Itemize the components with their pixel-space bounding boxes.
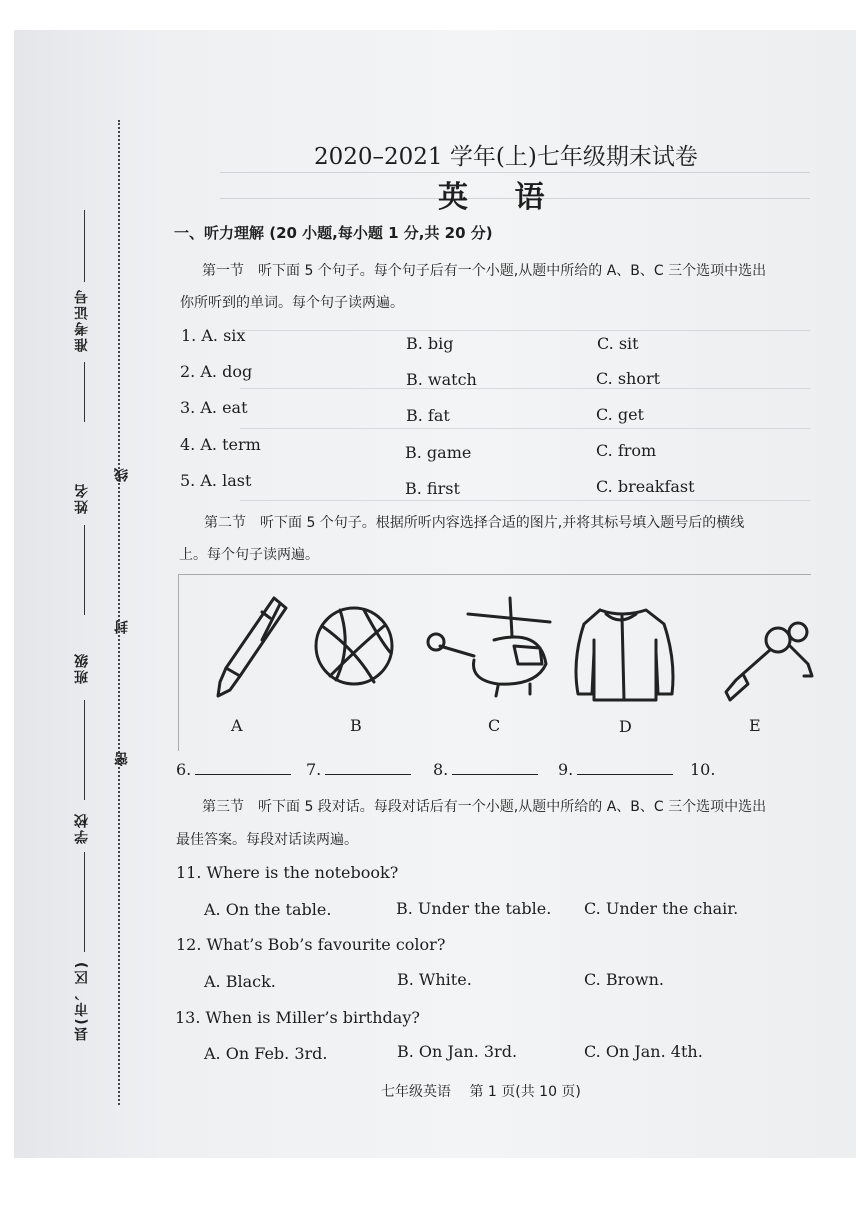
option-b: B. On Jan. 3rd. (397, 1042, 518, 1061)
option-c: C. sit (597, 334, 639, 353)
sec2-intro-line1: 第二节 听下面 5 个句子。根据所听内容选择合适的图片,并将其标号填入题号后的横线 (204, 515, 745, 531)
option-a: 5. A. last (180, 471, 252, 490)
option-c: C. from (596, 441, 657, 460)
exam-title: 2020–2021 学年(上)七年级期末试卷 (314, 144, 698, 170)
label-class: 班级 (74, 652, 90, 684)
picture-label-e: E (749, 716, 761, 735)
option-b: B. game (405, 443, 472, 462)
label-school: 学校 (74, 812, 90, 844)
option-b: B. White. (397, 970, 472, 989)
question-stem: 11. Where is the notebook? (176, 863, 399, 882)
picture-label-d: D (619, 717, 632, 736)
pen-icon (218, 598, 286, 696)
option-b: B. watch (406, 370, 477, 389)
label-exam-number: 准考证号 (74, 288, 90, 352)
option-b: B. big (406, 334, 454, 353)
question-stem: 12. What’s Bob’s favourite color? (176, 935, 446, 954)
option-a: 4. A. term (180, 435, 261, 454)
option-a: A. Black. (204, 972, 276, 991)
option-b: B. Under the table. (396, 899, 552, 918)
option-b: B. first (405, 479, 460, 498)
keys-icon (726, 623, 812, 700)
basketball-icon (316, 608, 392, 684)
option-a: 3. A. eat (180, 398, 248, 417)
picture-label-c: C (488, 716, 501, 735)
option-a: A. On the table. (204, 900, 332, 919)
option-c: C. Brown. (584, 970, 664, 989)
jacket-icon (576, 610, 673, 700)
page-footer: 七年级英语 第 1 页(共 10 页) (381, 1084, 581, 1100)
sec1-intro-line2: 你所听到的单词。每个句子读两遍。 (180, 295, 404, 311)
blank-9[interactable]: 9. (558, 760, 673, 779)
option-c: C. On Jan. 4th. (584, 1042, 703, 1061)
picture-label-a: A (231, 716, 243, 735)
option-a: 1. A. six (181, 326, 246, 345)
option-c: C. breakfast (596, 477, 695, 496)
bind-char-mi: 密 (114, 752, 130, 766)
picture-label-b: B (350, 716, 362, 735)
question-stem: 13. When is Miller’s birthday? (175, 1008, 420, 1027)
subject-title: 英 语 (438, 180, 563, 215)
sec3-intro-line1: 第三节 听下面 5 段对话。每段对话后有一个小题,从题中所给的 A、B、C 三个选项中选出 (202, 799, 767, 815)
bind-char-xian: 线 (114, 468, 130, 482)
blank-6[interactable]: 6. (176, 760, 291, 779)
option-c: C. Under the chair. (584, 899, 739, 918)
blank-8[interactable]: 8. (433, 760, 538, 779)
option-c: C. short (596, 369, 661, 388)
blank-10[interactable]: 10. (690, 760, 716, 779)
label-county: 县(市、区) (74, 960, 90, 1041)
sec1-intro-line1: 第一节 听下面 5 个句子。每个句子后有一个小题,从题中所给的 A、B、C 三个选项中选出 (202, 263, 767, 279)
sec2-intro-line2: 上。每个句子读两遍。 (179, 547, 319, 563)
option-c: C. get (596, 405, 644, 424)
label-name: 姓名 (74, 482, 90, 514)
helicopter-icon (428, 598, 550, 696)
sec3-intro-line2: 最佳答案。每段对话读两遍。 (176, 832, 358, 848)
option-a: A. On Feb. 3rd. (204, 1044, 328, 1063)
option-b: B. fat (406, 406, 450, 425)
part1-heading: 一、听力理解 (20 小题,每小题 1 分,共 20 分) (174, 224, 493, 242)
bind-char-feng: 封 (114, 620, 130, 634)
blank-7[interactable]: 7. (306, 760, 411, 779)
option-a: 2. A. dog (180, 362, 253, 381)
